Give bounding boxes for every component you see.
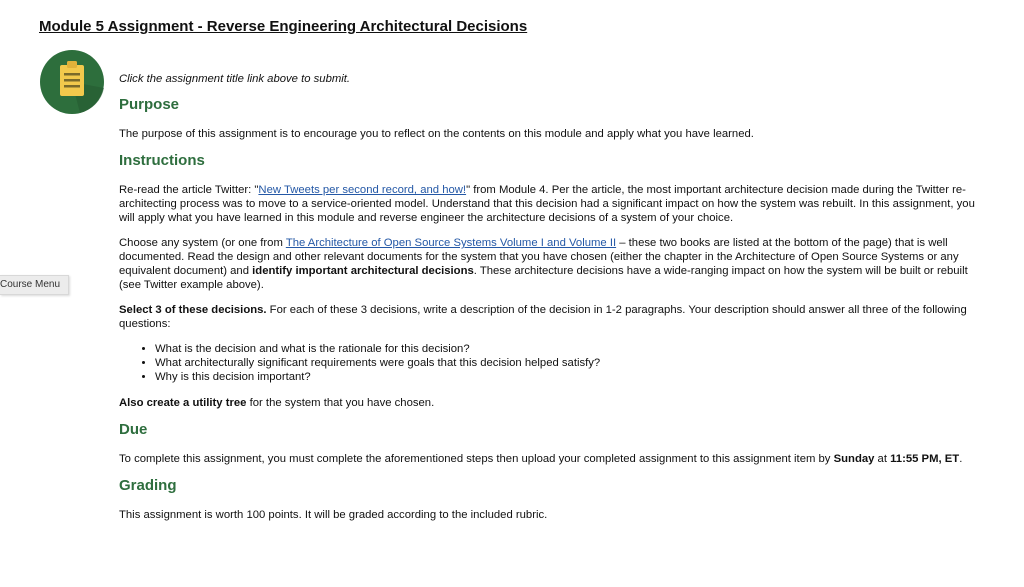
instructions-paragraph-1 bbox=[119, 183, 991, 225]
aosa-books-link[interactable]: The Architecture of Open Source Systems Volume I and Volume II bbox=[285, 237, 617, 249]
text-span: Re-read the article Twitter: " bbox=[119, 184, 259, 196]
clipboard-icon bbox=[40, 50, 104, 114]
text-span: for the system that you have chosen. bbox=[246, 397, 435, 409]
text-span: . These architecture decisions have a wide-ranging impact on how the system will be built or rebuilt (see Twitter example above). bbox=[119, 265, 968, 291]
submit-hint: Click the assignment title link above to submit. bbox=[119, 73, 351, 85]
instructions-paragraph-2 bbox=[119, 236, 991, 292]
list-item: • What architecturally significant requirements were goals that this decision helped satisfy? bbox=[155, 356, 991, 370]
text-span: To complete this assignment, you must complete the aforementioned steps then upload your completed assignment to this assignment item by bbox=[119, 453, 834, 465]
grading-heading: Grading bbox=[119, 477, 177, 494]
bold-text: Also create a utility tree bbox=[119, 397, 247, 409]
instructions-paragraph-3 bbox=[119, 303, 991, 331]
purpose-heading: Purpose bbox=[119, 96, 180, 113]
due-heading: Due bbox=[119, 421, 148, 438]
due-day: Sunday bbox=[833, 453, 875, 465]
due-time: 11:55 PM, ET bbox=[890, 453, 960, 465]
text-span: Choose any system (or one from bbox=[119, 237, 286, 249]
purpose-text: The purpose of this assignment is to encourage you to reflect on the contents on this module and apply what you have learned. bbox=[119, 128, 754, 140]
course-menu-tab[interactable]: Course Menu bbox=[0, 275, 69, 295]
text-span: For each of these 3 decisions, write a description of the decision in 1-2 paragraphs. Your description should answer all three of the following questions: bbox=[119, 304, 967, 330]
instructions-heading: Instructions bbox=[119, 152, 205, 169]
due-text bbox=[119, 452, 991, 466]
grading-text: This assignment is worth 100 points. It will be graded according to the included rubric. bbox=[119, 509, 548, 521]
bold-text: Select 3 of these decisions. bbox=[119, 304, 267, 316]
text-span: " from Module 4. Per the article, the most important architecture decision made during the Twitter re-architecting process was to move to a service-oriented model. Understand that this decision had a significant impact on how the system was rebuilt. In this assignment, you will apply what you have learned in this module and reverse engineer the architecture decisions of a system of your choice. bbox=[119, 184, 975, 224]
questions-list bbox=[119, 342, 991, 384]
instructions-paragraph-4 bbox=[119, 396, 991, 410]
assignment-content bbox=[119, 72, 991, 533]
assignment-title-link[interactable]: Module 5 Assignment - Reverse Engineering Architectural Decisions bbox=[39, 18, 528, 35]
text-span: . bbox=[959, 453, 963, 465]
text-span: at bbox=[874, 453, 891, 465]
twitter-article-link[interactable]: New Tweets per second record, and how! bbox=[258, 184, 467, 196]
text-span: – these two books are listed at the bottom of the page) that is well documented. Read the design and other relevant documents for the system that you have chosen (either the chapter in the Architecture of Open Source Systems or any equivalent document) and bbox=[119, 237, 959, 277]
list-item: • What is the decision and what is the rationale for this decision? bbox=[155, 342, 991, 356]
bold-text: identify important architectural decisions bbox=[252, 265, 474, 277]
list-item: • Why is this decision important? bbox=[155, 370, 991, 384]
